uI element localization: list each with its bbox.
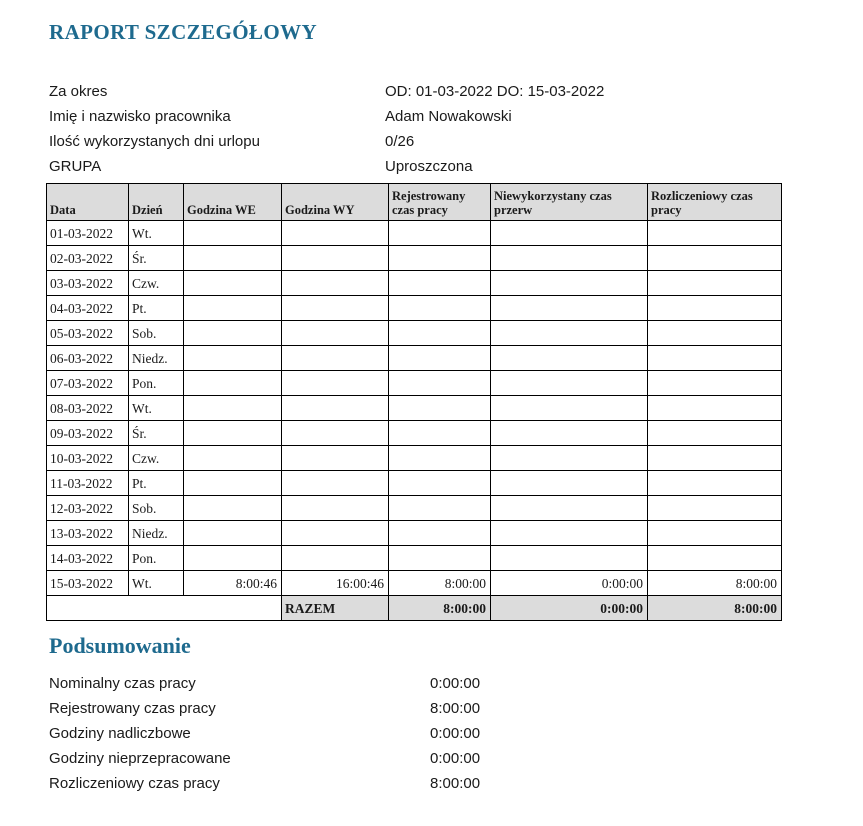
cell-breaks bbox=[491, 371, 648, 396]
cell-breaks bbox=[491, 446, 648, 471]
cell-billed bbox=[648, 446, 782, 471]
cell-time-out bbox=[282, 346, 389, 371]
summary-label: Nominalny czas pracy bbox=[49, 675, 196, 692]
cell-date: 04-03-2022 bbox=[47, 296, 129, 321]
summary-row bbox=[49, 671, 480, 696]
cell-time-out bbox=[282, 546, 389, 571]
cell-billed bbox=[648, 396, 782, 421]
summary-value: 8:00:00 bbox=[430, 700, 481, 717]
cell-billed bbox=[648, 271, 782, 296]
cell-registered bbox=[389, 371, 491, 396]
summary-label: Rejestrowany czas pracy bbox=[49, 700, 216, 717]
cell-breaks: 0:00:00 bbox=[491, 571, 648, 596]
table-row bbox=[47, 321, 782, 346]
cell-breaks bbox=[491, 346, 648, 371]
info-row bbox=[49, 129, 604, 154]
cell-time-out bbox=[282, 321, 389, 346]
summary-row bbox=[49, 721, 480, 746]
cell-day: Pt. bbox=[129, 471, 184, 496]
cell-registered: 8:00:00 bbox=[389, 571, 491, 596]
table-row bbox=[47, 471, 782, 496]
cell-date: 03-03-2022 bbox=[47, 271, 129, 296]
cell-breaks bbox=[491, 221, 648, 246]
cell-breaks bbox=[491, 546, 648, 571]
cell-date: 06-03-2022 bbox=[47, 346, 129, 371]
cell-day: Niedz. bbox=[129, 521, 184, 546]
cell-time-in bbox=[184, 446, 282, 471]
info-label: GRUPA bbox=[49, 158, 102, 175]
cell-billed bbox=[648, 321, 782, 346]
table-row bbox=[47, 396, 782, 421]
summary-section bbox=[49, 671, 480, 796]
cell-registered bbox=[389, 271, 491, 296]
cell-billed bbox=[648, 496, 782, 521]
cell-registered bbox=[389, 396, 491, 421]
cell-day: Śr. bbox=[129, 421, 184, 446]
cell-time-in bbox=[184, 396, 282, 421]
table-header-cell: Rozliczeniowy czas pracy bbox=[648, 184, 782, 221]
cell-day: Pon. bbox=[129, 546, 184, 571]
table-row bbox=[47, 246, 782, 271]
table-total-row bbox=[47, 596, 782, 621]
cell-date: 15-03-2022 bbox=[47, 571, 129, 596]
summary-value: 0:00:00 bbox=[430, 675, 481, 692]
cell-billed bbox=[648, 371, 782, 396]
info-row bbox=[49, 79, 604, 104]
cell-time-out bbox=[282, 471, 389, 496]
cell-time-in bbox=[184, 271, 282, 296]
cell-time-in bbox=[184, 471, 282, 496]
info-value: 0/26 bbox=[385, 133, 415, 150]
info-label: Imię i nazwisko pracownika bbox=[49, 108, 231, 125]
info-row bbox=[49, 104, 604, 129]
cell-time-out bbox=[282, 271, 389, 296]
summary-label: Godziny nadliczbowe bbox=[49, 725, 191, 742]
cell-time-in bbox=[184, 371, 282, 396]
cell-time-in bbox=[184, 421, 282, 446]
cell-billed bbox=[648, 246, 782, 271]
cell-registered bbox=[389, 321, 491, 346]
cell-breaks bbox=[491, 421, 648, 446]
cell-time-in bbox=[184, 246, 282, 271]
cell-registered bbox=[389, 421, 491, 446]
cell-time-in bbox=[184, 346, 282, 371]
cell-day: Niedz. bbox=[129, 346, 184, 371]
table-row bbox=[47, 546, 782, 571]
table-header-cell: Rejestrowany czas pracy bbox=[389, 184, 491, 221]
cell-day: Śr. bbox=[129, 246, 184, 271]
table-row bbox=[47, 371, 782, 396]
cell-time-in bbox=[184, 521, 282, 546]
table-row bbox=[47, 346, 782, 371]
cell-time-out bbox=[282, 371, 389, 396]
info-value: OD: 01-03-2022 DO: 15-03-2022 bbox=[385, 83, 605, 100]
total-billed: 8:00:00 bbox=[648, 596, 782, 621]
cell-date: 01-03-2022 bbox=[47, 221, 129, 246]
cell-registered bbox=[389, 221, 491, 246]
cell-registered bbox=[389, 546, 491, 571]
cell-day: Wt. bbox=[129, 221, 184, 246]
cell-time-out bbox=[282, 396, 389, 421]
cell-registered bbox=[389, 496, 491, 521]
cell-date: 14-03-2022 bbox=[47, 546, 129, 571]
cell-billed: 8:00:00 bbox=[648, 571, 782, 596]
summary-value: 0:00:00 bbox=[430, 725, 481, 742]
cell-time-in bbox=[184, 296, 282, 321]
cell-day: Sob. bbox=[129, 496, 184, 521]
cell-registered bbox=[389, 346, 491, 371]
info-row bbox=[49, 154, 604, 179]
cell-billed bbox=[648, 546, 782, 571]
summary-row bbox=[49, 696, 480, 721]
cell-time-out bbox=[282, 296, 389, 321]
table-row bbox=[47, 221, 782, 246]
cell-time-in bbox=[184, 221, 282, 246]
cell-date: 12-03-2022 bbox=[47, 496, 129, 521]
table-header-cell: Data bbox=[47, 184, 129, 221]
table-row bbox=[47, 446, 782, 471]
cell-registered bbox=[389, 296, 491, 321]
summary-title: Podsumowanie bbox=[49, 633, 191, 658]
cell-breaks bbox=[491, 396, 648, 421]
time-table bbox=[46, 183, 782, 621]
cell-day: Czw. bbox=[129, 446, 184, 471]
cell-date: 09-03-2022 bbox=[47, 421, 129, 446]
cell-date: 07-03-2022 bbox=[47, 371, 129, 396]
cell-date: 13-03-2022 bbox=[47, 521, 129, 546]
cell-breaks bbox=[491, 496, 648, 521]
cell-billed bbox=[648, 471, 782, 496]
cell-date: 11-03-2022 bbox=[47, 471, 129, 496]
summary-row bbox=[49, 771, 480, 796]
table-header-row bbox=[47, 184, 782, 221]
table-header-cell: Niewykorzystany czas przerw bbox=[491, 184, 648, 221]
table-row bbox=[47, 571, 782, 596]
cell-breaks bbox=[491, 246, 648, 271]
cell-day: Sob. bbox=[129, 321, 184, 346]
info-value: Adam Nowakowski bbox=[385, 108, 512, 125]
total-label: RAZEM bbox=[282, 596, 389, 621]
cell-date: 05-03-2022 bbox=[47, 321, 129, 346]
total-row-spacer bbox=[47, 596, 282, 621]
cell-day: Pt. bbox=[129, 296, 184, 321]
cell-time-in bbox=[184, 496, 282, 521]
cell-registered bbox=[389, 246, 491, 271]
table-header-cell: Godzina WE bbox=[184, 184, 282, 221]
table-row bbox=[47, 296, 782, 321]
summary-label: Rozliczeniowy czas pracy bbox=[49, 775, 220, 792]
info-label: Za okres bbox=[49, 83, 108, 100]
cell-time-in bbox=[184, 321, 282, 346]
total-breaks: 0:00:00 bbox=[491, 596, 648, 621]
cell-time-out bbox=[282, 421, 389, 446]
summary-row bbox=[49, 746, 480, 771]
cell-time-out bbox=[282, 246, 389, 271]
info-label: Ilość wykorzystanych dni urlopu bbox=[49, 133, 260, 150]
cell-billed bbox=[648, 221, 782, 246]
cell-billed bbox=[648, 521, 782, 546]
info-section bbox=[49, 79, 604, 179]
total-registered: 8:00:00 bbox=[389, 596, 491, 621]
table-row bbox=[47, 421, 782, 446]
table-row bbox=[47, 271, 782, 296]
table-body bbox=[47, 221, 782, 596]
cell-registered bbox=[389, 446, 491, 471]
cell-day: Wt. bbox=[129, 571, 184, 596]
cell-day: Pon. bbox=[129, 371, 184, 396]
cell-date: 02-03-2022 bbox=[47, 246, 129, 271]
cell-date: 10-03-2022 bbox=[47, 446, 129, 471]
cell-breaks bbox=[491, 471, 648, 496]
cell-time-out bbox=[282, 446, 389, 471]
cell-time-out bbox=[282, 496, 389, 521]
table-row bbox=[47, 521, 782, 546]
cell-registered bbox=[389, 471, 491, 496]
cell-time-out bbox=[282, 221, 389, 246]
cell-billed bbox=[648, 421, 782, 446]
cell-time-in bbox=[184, 546, 282, 571]
cell-breaks bbox=[491, 296, 648, 321]
cell-billed bbox=[648, 296, 782, 321]
cell-time-out bbox=[282, 521, 389, 546]
info-value: Uproszczona bbox=[385, 158, 473, 175]
table-header-cell: Dzień bbox=[129, 184, 184, 221]
report-title: RAPORT SZCZEGÓŁOWY bbox=[49, 20, 318, 44]
summary-value: 8:00:00 bbox=[430, 775, 481, 792]
cell-breaks bbox=[491, 321, 648, 346]
cell-breaks bbox=[491, 271, 648, 296]
cell-day: Wt. bbox=[129, 396, 184, 421]
summary-label: Godziny nieprzepracowane bbox=[49, 750, 231, 767]
table-row bbox=[47, 496, 782, 521]
cell-breaks bbox=[491, 521, 648, 546]
cell-registered bbox=[389, 521, 491, 546]
cell-billed bbox=[648, 346, 782, 371]
cell-day: Czw. bbox=[129, 271, 184, 296]
cell-time-in: 8:00:46 bbox=[184, 571, 282, 596]
cell-date: 08-03-2022 bbox=[47, 396, 129, 421]
table-header-cell: Godzina WY bbox=[282, 184, 389, 221]
summary-value: 0:00:00 bbox=[430, 750, 481, 767]
cell-time-out: 16:00:46 bbox=[282, 571, 389, 596]
